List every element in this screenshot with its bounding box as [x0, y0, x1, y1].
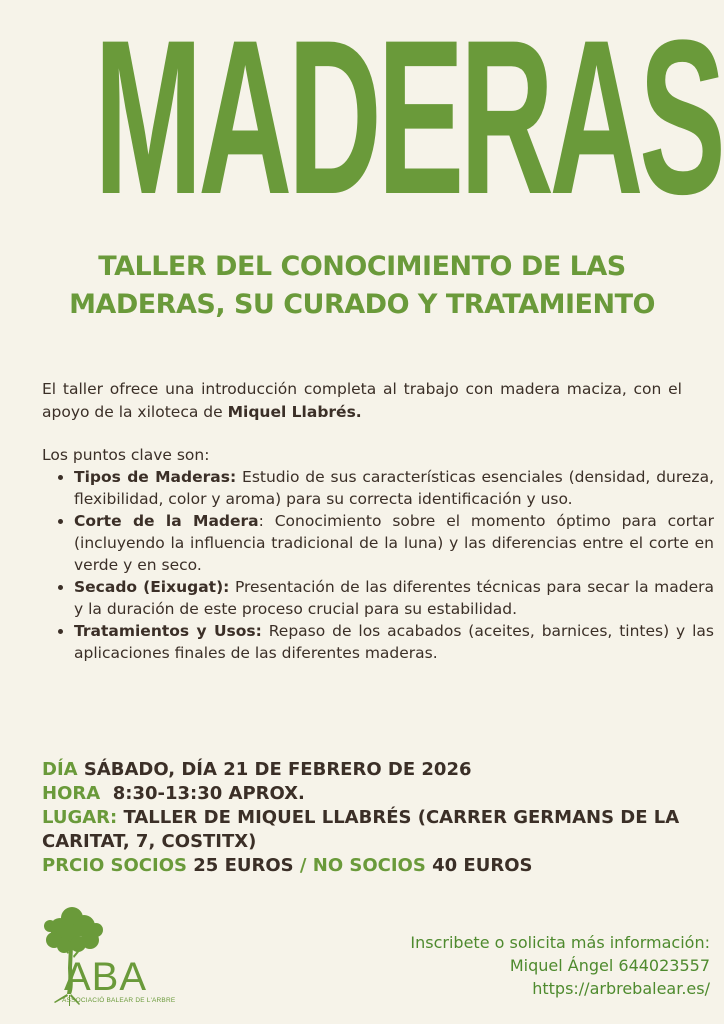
intro-name: Miquel Llabrés. — [227, 403, 362, 421]
event-info — [42, 758, 702, 878]
price-nonmembers-label: NO SOCIOS — [312, 855, 426, 876]
price-separator: / — [299, 855, 307, 876]
list-item — [74, 620, 714, 664]
point-label: Tipos de Maderas: — [74, 468, 237, 486]
point-text: Estudio de sus características esenciales (densidad, dureza, flexibilidad, color y aroma) para su correcta identificación y uso. — [74, 468, 714, 508]
intro-text: El taller ofrece una introducción completa al trabajo con madera maciza, con el apoyo de la xiloteca de — [42, 380, 682, 421]
contact-website-link[interactable]: https://arbrebalear.es/ — [532, 979, 710, 998]
page-title: MADERAS — [94, 0, 722, 241]
point-text: : Conocimiento sobre el momento óptimo para cortar (incluyendo la influencia tradicional de la luna) y las diferencias entre el corte en verde y en seco. — [74, 512, 714, 574]
intro-paragraph — [42, 378, 682, 424]
list-item — [74, 510, 714, 576]
point-text: Repaso de los acabados (aceites, barnices, tintes) y las aplicaciones finales de las diferentes maderas. — [74, 622, 714, 662]
contact-info — [410, 931, 710, 1000]
subtitle-line-2: MADERAS, SU CURADO Y TRATAMIENTO — [69, 289, 655, 320]
point-label: Tratamientos y Usos: — [74, 622, 262, 640]
logo-abbreviation: ABA — [64, 955, 148, 999]
location-value: TALLER DE MIQUEL LLABRÉS (CARRER GERMANS DE LA CARITAT, 7, COSTITX) — [42, 807, 680, 852]
price-members-label: PRCIO SOCIOS — [42, 855, 187, 876]
subtitle — [0, 248, 724, 324]
point-label: Secado (Eixugat): — [74, 578, 230, 596]
list-item — [74, 466, 714, 510]
date-value: SÁBADO, DÍA 21 DE FEBRERO DE 2026 — [83, 759, 472, 780]
list-item — [74, 576, 714, 620]
point-text: Presentación de las diferentes técnicas para secar la madera y la duración de este proceso crucial para su estabilidad. — [74, 578, 714, 618]
date-row — [42, 758, 702, 782]
subtitle-line-1: TALLER DEL CONOCIMIENTO DE LAS — [98, 251, 626, 282]
price-members-value: 25 EUROS — [193, 855, 294, 876]
time-value: 8:30-13:30 APROX. — [112, 783, 305, 804]
location-label: LUGAR: — [42, 807, 118, 828]
location-row — [42, 806, 702, 854]
points-lead: Los puntos clave son: — [42, 446, 210, 464]
contact-phone: Miquel Ángel 644023557 — [509, 956, 710, 975]
logo-name: ASSOCIACIÓ BALEAR DE L'ARBRE — [62, 997, 176, 1004]
date-label: DÍA — [42, 759, 78, 780]
price-row — [42, 854, 702, 878]
time-label: HORA — [42, 783, 101, 804]
point-label: Corte de la Madera — [74, 512, 259, 530]
time-row — [42, 782, 702, 806]
contact-line-1: Inscribete o solicita más información: — [410, 933, 710, 952]
price-nonmembers-value: 40 EUROS — [432, 855, 533, 876]
key-points-list — [42, 466, 714, 664]
